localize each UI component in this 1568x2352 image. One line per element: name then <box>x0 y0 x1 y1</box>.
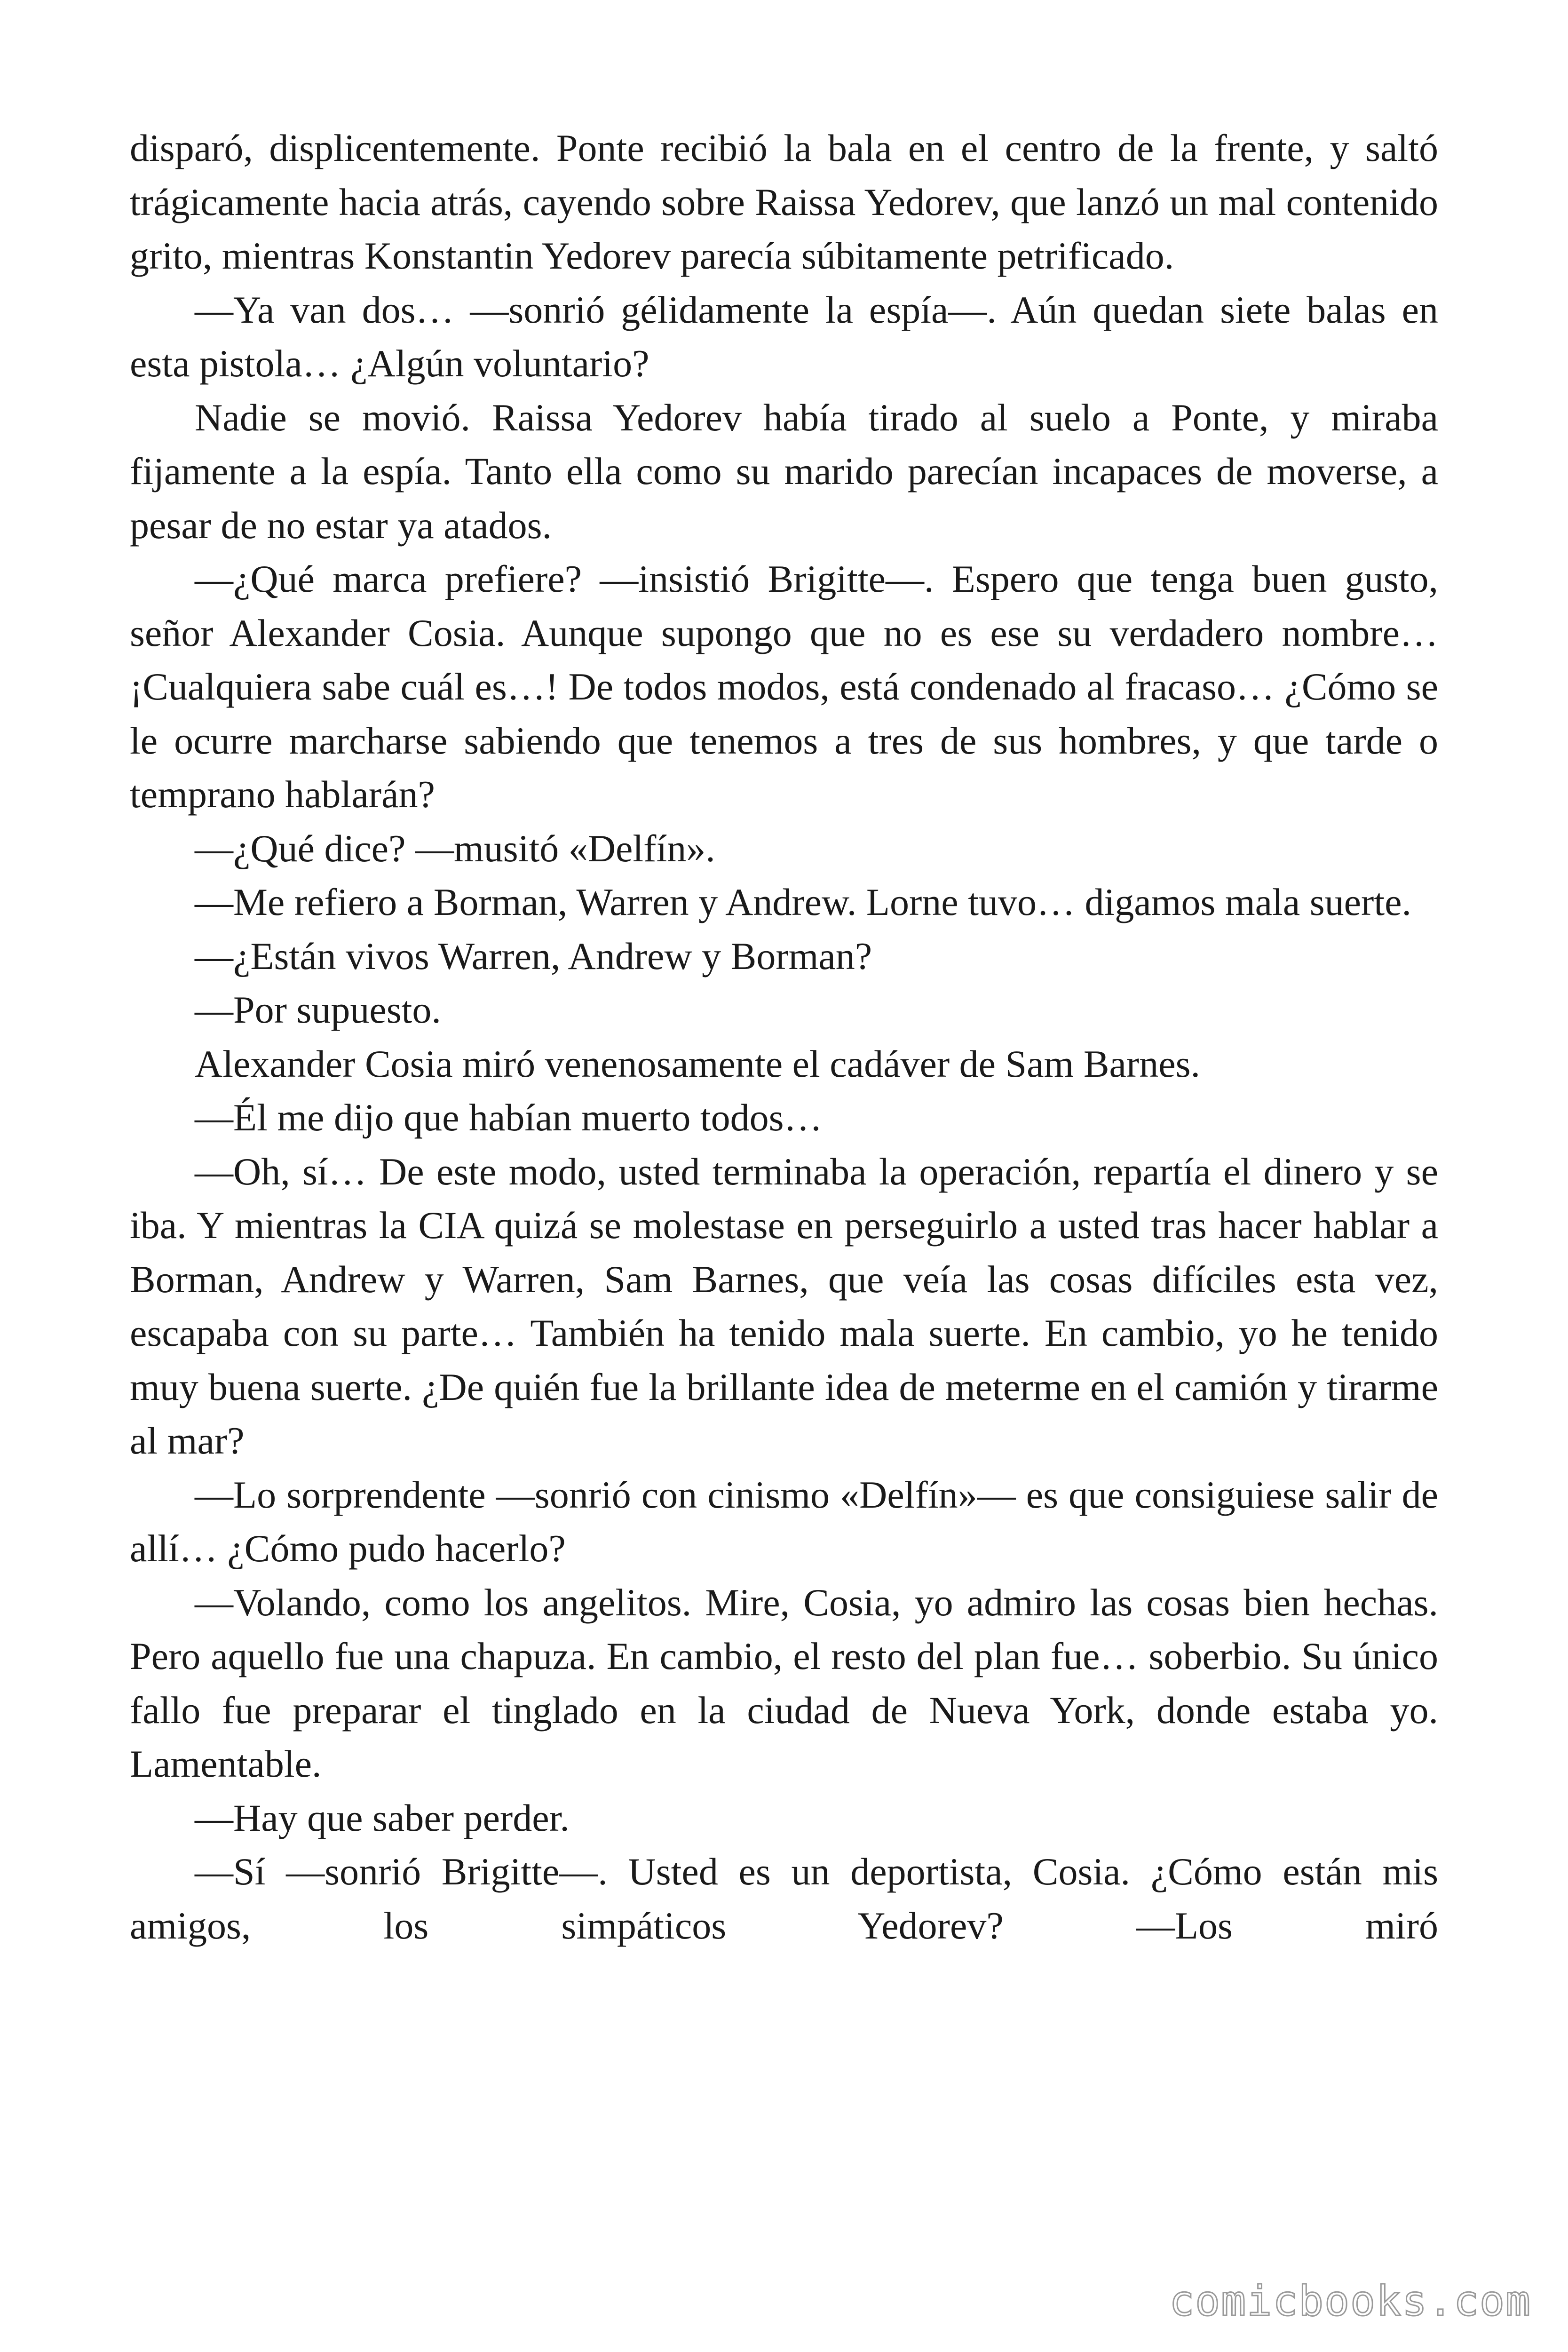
paragraph: —Sí —sonrió Brigitte—. Usted es un deportista, Cosia. ¿Cómo están mis amigos, los simpáticos Yedorev? —Los miró <box>130 1850 1438 1947</box>
paragraph: —Oh, sí… De este modo, usted terminaba la operación, repartía el dinero y se iba. Y mientras la CIA quizá se molestase en perseguirlo a usted tras hacer hablar a Borman, Andrew y Warren, Sam Barnes, que veía las cosas difíciles esta vez, escapaba con su parte… También ha tenido mala suerte. En cambio, yo he tenido muy buena suerte. ¿De quién fue la brillante idea de meterme en el camión y tirarme al mar? <box>130 1150 1438 1462</box>
paragraph: —¿Qué marca prefiere? —insistió Brigitte—. Espero que tenga buen gusto, señor Alexander Cosia. Aunque supongo que no es ese su verdadero nombre… ¡Cualquiera sabe cuál es…! De todos modos, está condenado al fracaso… ¿Cómo se le ocurre marcharse sabiendo que tenemos a tres de sus hombres, y que tarde o temprano hablarán? <box>130 557 1438 816</box>
paragraph: —Me refiero a Borman, Warren y Andrew. Lorne tuvo… digamos mala suerte. <box>195 881 1412 923</box>
paragraph: —Por supuesto. <box>195 988 441 1031</box>
paragraph: —¿Están vivos Warren, Andrew y Borman? <box>195 934 872 977</box>
paragraph: disparó, displicentemente. Ponte recibió la bala en el centro de la frente, y saltó trágicamente hacia atrás, cayendo sobre Raissa Yedorev, que lanzó un mal contenido grito, mientras Konstantin Yedorev parecía súbitamente petrificado. <box>130 127 1438 277</box>
paragraph: —Él me dijo que habían muerto todos… <box>195 1096 823 1139</box>
paragraph: —Volando, como los angelitos. Mire, Cosia, yo admiro las cosas bien hechas. Pero aquello fue una chapuza. En cambio, el resto del plan fue… soberbio. Su único fallo fue preparar el tinglado en la ciudad de Nueva York, donde estaba yo. Lamentable. <box>130 1581 1438 1785</box>
book-page-text <box>130 121 1438 1953</box>
paragraph: —Lo sorprendente —sonrió con cinismo «Delfín»— es que consiguiese salir de allí… ¿Cómo pudo hacerlo? <box>130 1473 1438 1570</box>
paragraph: —¿Qué dice? —musitó «Delfín». <box>195 826 715 870</box>
paragraph: Nadie se movió. Raissa Yedorev había tirado al suelo a Ponte, y miraba fijamente a la espía. Tanto ella como su marido parecían incapaces de moverse, a pesar de no estar ya atados. <box>130 396 1438 547</box>
paragraph: —Ya van dos… —sonrió gélidamente la espía—. Aún quedan siete balas en esta pistola… ¿Algún voluntario? <box>130 288 1438 385</box>
paragraph: Alexander Cosia miró venenosamente el cadáver de Sam Barnes. <box>195 1042 1201 1085</box>
watermark-logo: comicbooks.com <box>1169 2277 1531 2325</box>
paragraph: —Hay que saber perder. <box>195 1796 570 1839</box>
